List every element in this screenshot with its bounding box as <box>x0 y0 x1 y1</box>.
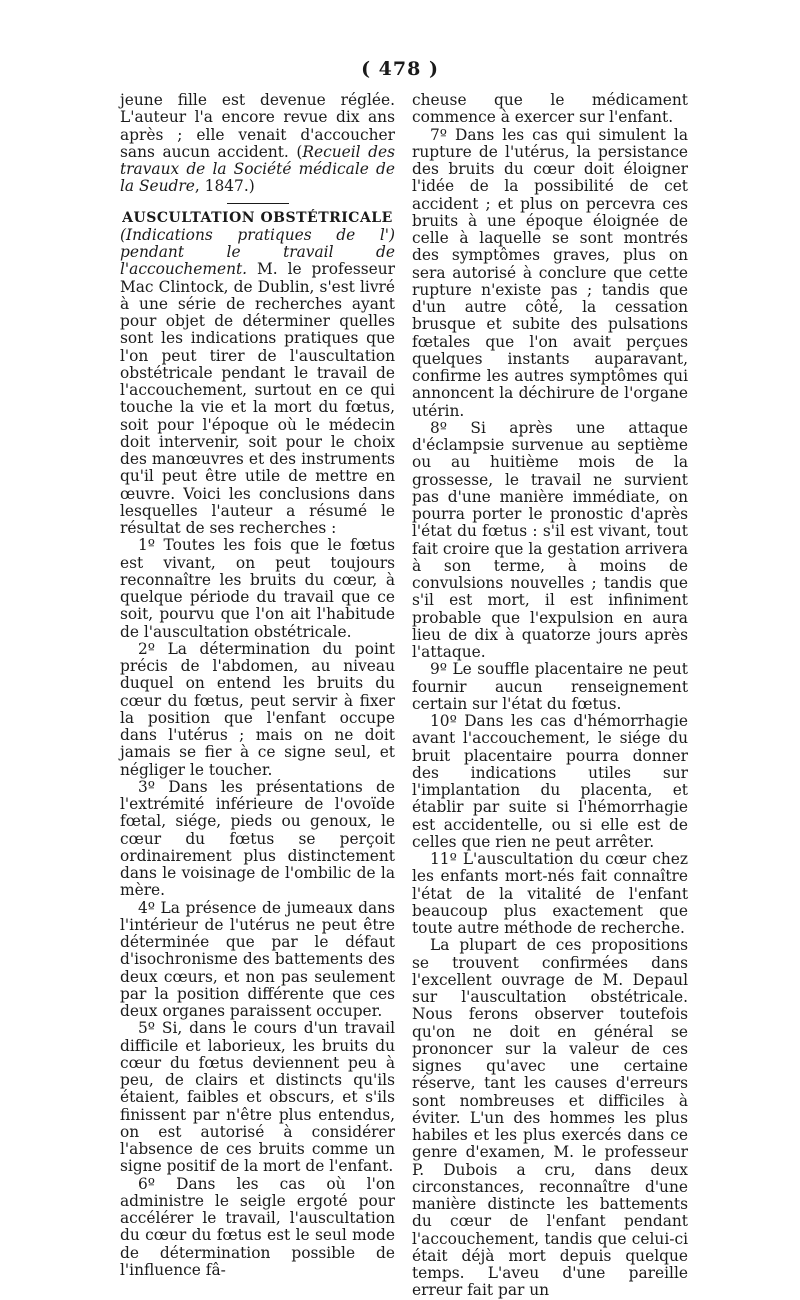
main-paragraph-text: M. le professeur Mac Clintock, de Dublin, s'est livré à une série de recherches ayant pour objet de déterminer quelles sont les indications pratiques que l'on peut tirer de l'auscultation obstétricale pendant le travail de l'accouchement, surtout en ce qui touche la vie et la mort du fœtus, soit pour l'époque où le médecin doit intervenir, soit pour le choix des manœuvres et des instruments qu'il peut être utile de mettre en œuvre. Voici les conclusions dans lesquelles l'auteur a résumé le résultat de ses recherches : <box>120 260 395 537</box>
continuation-paragraph: cheuse que le médicament commence à exercer sur l'enfant. <box>412 91 688 127</box>
conclusion-4: 4º La présence de jumeaux dans l'intérieur de l'utérus ne peut être déterminée que par le défaut d'isochronisme des battements des deux cœurs, et non pas seulement par la position différente que ces deux organes paraissent occuper. <box>120 898 395 1020</box>
closing-paragraph: La plupart de ces propositions se trouvent confirmées dans l'excellent ouvrage de M. Depaul sur l'auscultation obstétricale. Nous ferons observer toutefois qu'on ne doit en général se prononcer sur la valeur de ces signes qu'avec une certaine réserve, tant les causes d'erreurs sont nombreuses et difficiles à éviter. L'un des hommes les plus habiles et les plus exercés dans ce genre d'examen, M. le professeur P. Dubois a cru, dans deux circonstances, reconnaître d'une manière distincte les battements du cœur de l'enfant pendant l'accouchement, tandis que celui-ci était déjà mort depuis quelque temps. L'aveu d'une pareille erreur fait par un <box>412 936 688 1300</box>
subtitle-italic-2: pendant le travail de l'accouchement. <box>120 243 395 279</box>
conclusion-11: 11º L'auscultation du cœur chez les enfants mort-nés fait connaître l'état de la vitalité de l'enfant beaucoup plus exactement que toute autre méthode de recherche. <box>412 850 688 937</box>
page-number: ( 478 ) <box>361 58 439 80</box>
conclusion-8: 8º Si après une attaque d'éclampsie survenue au septième ou au huitième mois de la grossesse, le travail ne survient pas d'une manière immédiate, on pourra porter le pronostic d'après l'état du fœtus : s'il est vivant, tout fait croire que la gestation arrivera à son terme, à moins de convulsions nouvelles ; tandis que s'il est mort, il est infiniment probable que l'expulsion en aura lieu de dix à quatorze jours après l'attaque. <box>412 418 688 661</box>
intro-text: jeune fille est devenue réglée. L'auteur l'a encore revue dix ans après ; elle venait d'accoucher sans aucun accident. ( <box>120 91 395 161</box>
conclusion-1: 1º Toutes les fois que le fœtus est vivant, on peut toujours reconnaître les bruits du cœur, à quelque période du travail que ce soit, pourvu que l'on ait l'habitude de l'auscultation obstétricale. <box>120 536 395 641</box>
conclusion-3: 3º Dans les présentations de l'extrémité inférieure de l'ovoïde fœtal, siége, pieds ou genoux, le cœur du fœtus se perçoit ordinairement plus distinctement dans le voisinage de l'ombilic de la mère. <box>120 777 395 900</box>
conclusion-9: 9º Le souffle placentaire ne peut fournir aucun renseignement certain sur l'état du fœtus. <box>412 660 688 713</box>
conclusion-2: 2º La détermination du point précis de l'abdomen, au niveau duquel on entend les bruits du cœur du fœtus, peut servir à fixer la position que l'enfant occupe dans l'utérus ; mais on ne doit jamais se fier à ce signe seul, et négliger le toucher. <box>120 639 395 779</box>
left-column <box>120 92 395 1279</box>
conclusion-6: 6º Dans les cas où l'on administre le seigle ergoté pour accélérer le travail, l'auscultation du cœur du fœtus est le seul mode de détermination possible de l'influence fâ- <box>120 1174 395 1279</box>
main-paragraph <box>120 227 395 538</box>
right-column <box>412 92 688 1300</box>
subtitle-italic-1: (Indications pratiques de l') <box>120 225 395 244</box>
section-divider <box>227 203 289 204</box>
conclusion-10: 10º Dans les cas d'hémorrhagie avant l'accouchement, le siége du bruit placentaire pourra donner des indications utiles sur l'implantation du placenta, et établir par suite si l'hémorrhagie est accidentelle, ou si elle est de celles que rien ne peut arrêter. <box>412 712 688 851</box>
intro-paragraph <box>120 92 395 196</box>
section-title: AUSCULTATION OBSTÉTRICALE <box>122 209 393 226</box>
conclusion-7: 7º Dans les cas qui simulent la rupture de l'utérus, la persistance des bruits du cœur doit éloigner l'idée de la possibilité de cet accident ; et plus on percevra ces bruits à une époque éloignée de celle à laquelle se sont montrés des symptômes graves, plus on sera autorisé à conclure que cette rupture n'existe pas ; tandis que d'un autre côté, la cessation brusque et subite des pulsations fœtales que l'on avait perçues quelques instants auparavant, confirme les autres symptômes qui annoncent la déchirure de l'organe utérin. <box>412 125 688 420</box>
conclusion-5: 5º Si, dans le cours d'un travail difficile et laborieux, les bruits du cœur du fœtus deviennent peu à peu, de clairs et distincts qu'ils étaient, faibles et obscurs, et s'ils finissent par n'être plus entendus, on est autorisé à considérer l'absence de ces bruits comme un signe positif de la mort de l'enfant. <box>120 1019 395 1176</box>
intro-year: , 1847.) <box>194 177 255 196</box>
intro-citation: Recueil des travaux de la Société médicale de la Seudre <box>120 142 395 196</box>
